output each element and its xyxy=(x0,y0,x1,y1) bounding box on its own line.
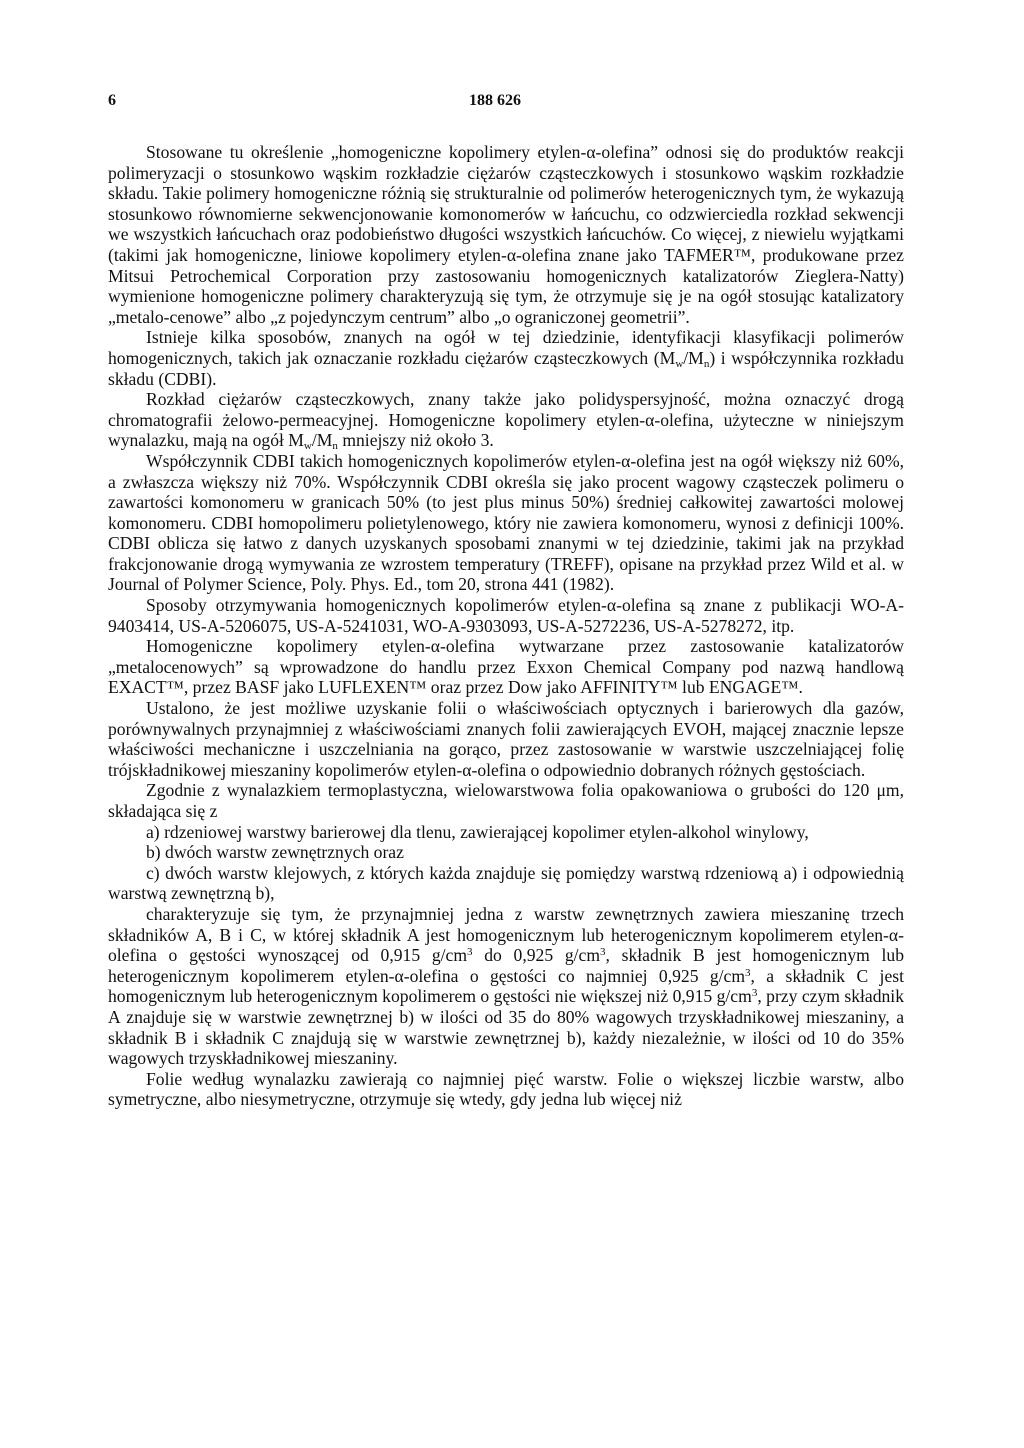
text-run: Rozkład ciężarów cząsteczkowych, znany także jako polidyspersyjność, można oznaczyć drogą chromatografii żelowo-permeacyjnej. Homogeniczne kopolimery etylen-α-olefina, użyteczne w niniejszym wynalazku, mają na ogół M xyxy=(108,389,904,451)
page-header xyxy=(108,92,912,116)
paragraph-layer-count: Folie według wynalazku zawierają co najmniej pięć warstw. Folie o większej liczbie warstw, albo symetryczne, albo niesymetryczne, otrzymuje się wtedy, gdy jedna lub więcej niż xyxy=(108,1068,904,1110)
list-item-adhesive-layers: c) dwóch warstw klejowych, z których każda znajduje się pomiędzy warstwą rdzeniową a) i odpowiednią warstwą zewnętrzną b), xyxy=(108,862,904,904)
paragraph-homogeneous-definition: Stosowane tu określenie „homogeniczne kopolimery etylen-α-olefina” odnosi się do produktów reakcji polimeryzacji o stosunkowo wąskim rozkładzie ciężarów cząsteczkowych i stosunkowo wąskim rozkładzie składu. Takie polimery homogeniczne różnią się strukturalnie od polimerów heterogenicznych tym, że wykazują stosunkowo równomierne sekwencjonowanie komonomerów w łańcuchu, co odzwierciedla rozkład sekwencji we wszystkich łańcuchach oraz podobieństwo długości wszystkich łańcuchów. Co więcej, z niewielu wyjątkami (takimi jak homogeniczne, liniowe kopolimery etylen-α-olefina znane jako TAFMER™, produkowane przez Mitsui Petrochemical Corporation przy zastosowaniu homogenicznych katalizatorów Zieglera-Natty) wymienione homogeniczne polimery charakteryzują się tym, że otrzymuje się je na ogół stosując katalizatory „metalo-cenowe” albo „z pojedynczym centrum” albo „o ograniczonej geometrii”. xyxy=(108,142,904,327)
text-run: , składnik B jest homogenicznym lub heterogenicznym kopolimerem etylen-α-olefina o gęstości co najmniej 0,925 g/cm xyxy=(108,945,904,986)
superscript: 3 xyxy=(751,987,758,1000)
paragraph-molecular-weight-distribution xyxy=(108,389,904,451)
paragraph-trade-names: Homogeniczne kopolimery etylen-α-olefina wytwarzane przez zastosowanie katalizatorów „metalocenowych” są wprowadzone do handlu przez Exxon Chemical Company pod nazwą handlową EXACT™, przez BASF jako LUFLEXEN™ oraz przez Dow jako AFFINITY™ lub ENGAGE™. xyxy=(108,636,904,698)
paragraph-characterization xyxy=(108,904,904,1069)
superscript: 3 xyxy=(745,966,751,979)
text-run: mniejszy niż około 3. xyxy=(337,430,494,451)
subscript: w xyxy=(303,440,312,453)
text-run: , przy czym składnik A znajduje się w warstwie zewnętrznej b) w ilości od 35 do 80% wagowych trzyskładnikowej mieszaniny, a składnik B i składnik C znajdują się w warstwie zewnętrznej b), każdy niezależnie, w ilości od 10 do 35% wagowych trzyskładnikowej mieszaniny. xyxy=(108,986,904,1069)
list-item-core-layer: a) rdzeniowej warstwy barierowej dla tlenu, zawierającej kopolimer etylen-alkohol winylowy, xyxy=(146,821,809,842)
text-run: do 0,925 g/cm xyxy=(472,945,601,966)
text-run: /M xyxy=(683,347,704,368)
subscript: n xyxy=(332,440,338,453)
subscript: n xyxy=(703,357,710,370)
superscript: 3 xyxy=(467,946,473,959)
paragraph-publications: Sposoby otrzymywania homogenicznych kopolimerów etylen-α-olefina są znane z publikacji WO-A-9403414, US-A-5206075, US-A-5241031, WO-A-9303093, US-A-5272236, US-A-5278272, itp. xyxy=(108,595,904,636)
document-body xyxy=(108,142,904,1110)
paragraph-classification-methods xyxy=(108,327,904,389)
subscript: w xyxy=(675,357,684,370)
paragraph-invention-intro: Zgodnie z wynalazkiem termoplastyczna, wielowarstwowa folia opakowaniowa o grubości do 120 μm, składająca się z xyxy=(108,780,904,821)
paragraph-cdbi: Współczynnik CDBI takich homogenicznych kopolimerów etylen-α-olefina jest na ogół większy niż 60%, a zwłaszcza większy niż 70%. Współczynnik CDBI określa się jako procent wagowy cząsteczek polimeru o zawartości komonomeru w granicach 50% (to jest plus minus 50%) średniej całkowitej zawartości molowej komonomeru. CDBI homopolimeru polietylenowego, który nie zawiera komonomeru, wynosi z definicji 100%. CDBI oblicza się łatwo z danych uzyskanych sposobami znanymi w tej dziedzinie, takimi jak na przykład frakcjonowanie drogą wymywania ze wzrostem temperatury (TREFF), opisane na przykład przez Wild et al. w Journal of Polymer Science, Poly. Phys. Ed., tom 20, strona 441 (1982). xyxy=(108,450,904,595)
page-number: 6 xyxy=(108,92,116,109)
document-number: 188 626 xyxy=(469,92,521,109)
text-run: /M xyxy=(311,430,333,451)
paragraph-finding: Ustalono, że jest możliwe uzyskanie folii o właściwościach optycznych i barierowych dla gazów, porównywalnych przynajmniej z właściwościami znanych folii zawierających EVOH, mającej znacznie lepsze właściwości mechaniczne i uszczelniania na gorąco, przez zastosowanie w warstwie uszczelniającej folię trójskładnikowej mieszaniny kopolimerów etylen-α-olefina o odpowiednio dobranych różnych gęstościach. xyxy=(108,698,904,780)
list-item-outer-layers: b) dwóch warstw zewnętrznych oraz xyxy=(146,842,404,863)
superscript: 3 xyxy=(600,946,606,959)
text-run: ) i współczynnika rozkładu składu (CDBI). xyxy=(108,347,904,389)
text-run: charakteryzuje się tym, że przynajmniej jedna z warstw zewnętrznych zawiera mieszaninę trzech składników A, B i C, w której składnik A jest homogenicznym lub heterogenicznym kopolimerem etylen-α-olefina o gęstości wynoszącej od 0,915 g/cm xyxy=(108,903,904,966)
text-run: Istnieje kilka sposobów, znanych na ogół w tej dziedzinie, identyfikacji klasyfikacji polimerów homogenicznych, takich jak oznaczanie rozkładu ciężarów cząsteczkowych (M xyxy=(108,327,904,368)
text-run: , a składnik C jest homogenicznym lub heterogenicznym kopolimerem o gęstości nie większej niż 0,915 g/cm xyxy=(108,965,904,1007)
